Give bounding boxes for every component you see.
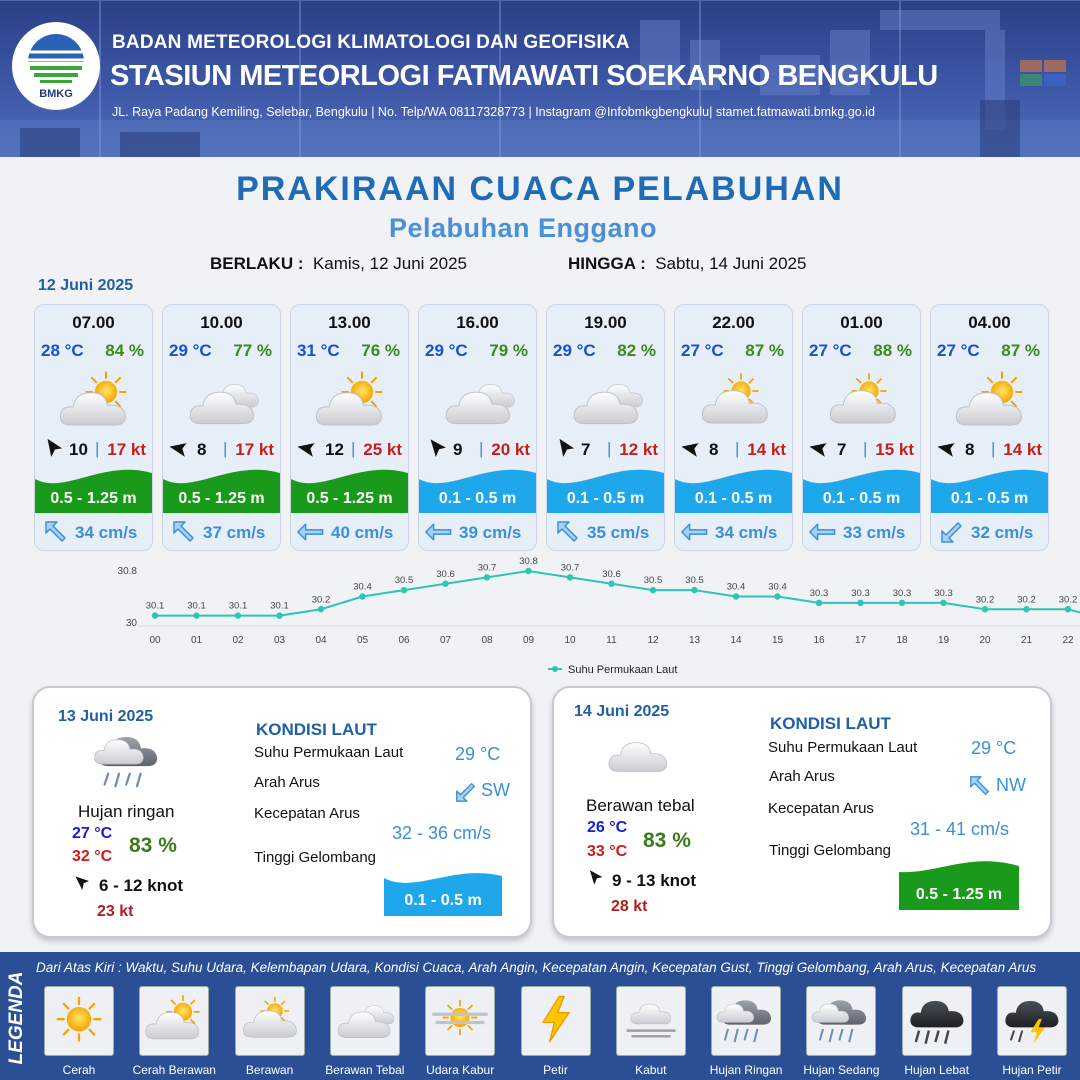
valid-to-label: HINGGA : xyxy=(568,254,646,273)
forecast-humidity: 76 % xyxy=(361,341,400,360)
day2-sea-title: KONDISI LAUT xyxy=(256,720,377,739)
current-direction-icon xyxy=(171,519,197,545)
day2-gust: 23 kt xyxy=(97,903,134,920)
valid-from-value: Kamis, 12 Juni 2025 xyxy=(312,254,467,273)
wave-height: 0.5 - 1.25 m xyxy=(178,490,265,507)
sst-data-label: 30.7 xyxy=(477,562,497,574)
sst-data-label: 30.1 xyxy=(228,600,248,612)
day3-temp-min: 26 °C xyxy=(587,819,628,836)
current-direction-icon xyxy=(555,519,581,545)
x-tick-label: 06 xyxy=(398,635,410,646)
current-direction-icon xyxy=(968,774,992,798)
wave-height: 0.1 - 0.5 m xyxy=(950,490,1029,507)
current-direction-icon xyxy=(678,514,715,551)
x-tick-label: 14 xyxy=(730,635,742,646)
x-tick-label: 07 xyxy=(439,635,452,646)
valid-from xyxy=(210,254,467,274)
forecast-card xyxy=(290,304,409,551)
wind-direction-icon xyxy=(167,435,197,465)
day2-summary xyxy=(32,686,532,938)
forecast-card xyxy=(162,304,281,551)
kabut-icon xyxy=(616,986,686,1056)
legend-item xyxy=(898,986,982,1080)
y-tick-label: 30.8 xyxy=(117,566,137,577)
sst-data-label: 30.7 xyxy=(560,562,580,574)
legend-item xyxy=(707,986,791,1080)
wave-height: 0.1 - 0.5 m xyxy=(694,490,773,507)
hujan-lebat-icon xyxy=(902,986,972,1056)
separator: | xyxy=(991,439,996,458)
valid-to-value: Sabtu, 14 Juni 2025 xyxy=(655,254,807,273)
day3-humidity: 83 % xyxy=(643,829,691,852)
cerah-berawan-icon xyxy=(139,986,209,1056)
gust-speed: 14 kt xyxy=(747,440,786,459)
day3-gust: 28 kt xyxy=(611,898,648,915)
current-speed: 34 cm/s xyxy=(715,523,778,542)
forecast-humidity: 82 % xyxy=(617,341,656,360)
separator: | xyxy=(863,439,868,458)
legend-item-label: Udara Kabur xyxy=(426,1063,495,1077)
sst-point xyxy=(152,612,158,618)
sst-data-label: 30.5 xyxy=(394,575,414,587)
sst-point xyxy=(318,606,324,612)
wind-speed: 9 xyxy=(453,440,463,459)
sst-point xyxy=(442,581,448,587)
x-tick-label: 17 xyxy=(854,635,867,646)
x-tick-label: 15 xyxy=(771,635,784,646)
current-direction-icon xyxy=(422,514,459,551)
x-tick-label: 21 xyxy=(1020,635,1033,646)
legend-item xyxy=(40,986,124,1080)
wave-height: 0.1 - 0.5 m xyxy=(438,490,517,507)
forecast-time: 01.00 xyxy=(840,313,883,332)
day3-temp-max: 33 °C xyxy=(587,843,628,860)
x-tick-label: 20 xyxy=(979,635,991,646)
day3-speed-value: 31 - 41 cm/s xyxy=(910,819,1010,839)
berawan-tebal-icon xyxy=(569,371,645,433)
x-tick-label: 22 xyxy=(1062,635,1074,646)
sst-data-label: 30.3 xyxy=(892,587,912,599)
wave-height: 0.1 - 0.5 m xyxy=(822,490,901,507)
wind-direction-icon xyxy=(553,437,580,464)
sst-point xyxy=(193,612,199,618)
wind-speed: 7 xyxy=(837,440,847,459)
current-speed: 40 cm/s xyxy=(331,523,394,542)
day3-summary xyxy=(552,686,1052,938)
current-speed: 35 cm/s xyxy=(587,523,650,542)
forecast-time: 10.00 xyxy=(200,313,243,332)
current-direction-icon xyxy=(294,514,331,551)
wind-direction-icon xyxy=(935,435,965,465)
current-speed: 37 cm/s xyxy=(203,523,266,542)
sst-point xyxy=(691,587,697,593)
berawan-tebal-icon xyxy=(330,986,400,1056)
forecast-temp: 27 °C xyxy=(937,341,980,360)
logo-text: BMKG xyxy=(39,88,73,100)
forecast-temp: 29 °C xyxy=(169,341,212,360)
forecast-temp: 27 °C xyxy=(809,341,852,360)
forecast-humidity: 79 % xyxy=(489,341,528,360)
day2-wind: 6 - 12 knot xyxy=(99,876,184,895)
x-tick-label: 11 xyxy=(606,635,617,646)
forecast-card xyxy=(418,304,537,551)
gust-speed: 25 kt xyxy=(363,440,402,459)
sst-data-label: 30.2 xyxy=(1058,594,1078,606)
wind-direction-icon xyxy=(679,435,709,465)
sst-data-label: 30.5 xyxy=(685,575,704,587)
bmkg-logo xyxy=(12,22,100,110)
berawan-icon xyxy=(697,371,773,433)
gust-speed: 12 kt xyxy=(619,440,658,459)
day2-speed-label: Kecepatan Arus xyxy=(254,805,360,822)
separator: | xyxy=(95,439,100,458)
gust-speed: 17 kt xyxy=(107,440,146,459)
day3-wave-value: 0.5 - 1.25 m xyxy=(915,886,1003,903)
legend-item-label: Cerah Berawan xyxy=(132,1063,216,1077)
wind-direction-icon xyxy=(41,437,68,464)
forecast-humidity: 87 % xyxy=(745,341,784,360)
sst-data-label: 30.4 xyxy=(768,581,787,593)
sst-point xyxy=(1065,606,1071,612)
gust-speed: 20 kt xyxy=(491,440,530,459)
berawan-tebal-icon xyxy=(185,371,261,433)
day2-speed-value: 32 - 36 cm/s xyxy=(392,823,492,843)
cerah-berawan-icon xyxy=(953,371,1029,433)
hujan-ringan-icon xyxy=(92,730,164,794)
sst-point xyxy=(525,568,531,574)
udara-kabur-icon xyxy=(425,986,495,1056)
legend-item-label: Berawan Tebal xyxy=(325,1063,405,1077)
legend-item-label: Hujan Ringan xyxy=(709,1063,783,1077)
berawan-icon xyxy=(825,371,901,433)
gust-speed: 17 kt xyxy=(235,440,274,459)
legend-item xyxy=(132,986,219,1080)
gust-speed: 15 kt xyxy=(875,440,914,459)
wave-height: 0.5 - 1.25 m xyxy=(306,490,393,507)
x-tick-label: 05 xyxy=(356,635,369,646)
legend-item-label: Cerah xyxy=(62,1063,96,1077)
x-tick-label: 18 xyxy=(896,635,908,646)
hujan-ringan-icon xyxy=(711,986,781,1056)
current-direction-icon xyxy=(939,519,965,545)
wind-direction-icon xyxy=(74,875,92,893)
separator: | xyxy=(479,439,484,458)
wind-speed: 8 xyxy=(709,440,719,459)
forecast-card xyxy=(802,304,921,551)
sst-data-label: 30.3 xyxy=(934,587,953,599)
x-tick-label: 19 xyxy=(937,635,950,646)
wave-height: 0.1 - 0.5 m xyxy=(566,490,645,507)
sst-point xyxy=(359,593,365,599)
legend-item xyxy=(326,986,410,1080)
forecast-time: 19.00 xyxy=(584,313,627,332)
wind-direction-icon xyxy=(295,435,325,465)
forecast-temp: 27 °C xyxy=(681,341,724,360)
forecast-time: 13.00 xyxy=(328,313,371,332)
hujan-sedang-icon xyxy=(806,986,876,1056)
sst-data-label: 30.5 xyxy=(643,575,663,587)
forecast-time: 04.00 xyxy=(968,313,1011,332)
forecast-humidity: 88 % xyxy=(873,341,912,360)
x-tick-label: 03 xyxy=(273,635,286,646)
day3-wind: 9 - 13 knot xyxy=(612,871,697,890)
day2-dir-value: SW xyxy=(481,780,510,800)
header-banner xyxy=(0,0,1080,157)
forecast-humidity: 87 % xyxy=(1001,341,1040,360)
legend-item xyxy=(993,986,1077,1080)
berawan-tebal-icon xyxy=(606,730,670,780)
sst-data-label: 30.2 xyxy=(1017,594,1036,606)
current-direction-icon xyxy=(454,780,478,804)
legend-item xyxy=(612,986,696,1080)
day2-humidity: 83 % xyxy=(129,834,177,857)
day2-sst-value: 29 °C xyxy=(455,744,501,764)
sst-data-label: 30.3 xyxy=(851,587,870,599)
sst-point xyxy=(1023,606,1029,612)
sst-point xyxy=(857,600,863,606)
legend-item xyxy=(231,986,315,1080)
sst-chart xyxy=(110,556,1080,681)
day2-temp-max: 32 °C xyxy=(72,848,113,865)
current-speed: 33 cm/s xyxy=(843,523,906,542)
legend-item-label: Hujan Lebat xyxy=(904,1063,970,1077)
sst-data-label: 30.2 xyxy=(975,594,995,606)
cerah-berawan-icon xyxy=(313,371,389,433)
wind-direction-icon xyxy=(586,869,607,890)
legend-item xyxy=(517,986,601,1080)
berawan-icon xyxy=(235,986,305,1056)
sst-data-label: 30.3 xyxy=(809,587,829,599)
sst-point xyxy=(733,593,739,599)
forecast-card xyxy=(546,304,665,551)
legend-item-label: Petir xyxy=(543,1063,568,1077)
day2-wave-label: Tinggi Gelombang xyxy=(254,849,377,866)
sst-data-label: 30.1 xyxy=(270,600,289,612)
sst-point xyxy=(401,587,407,593)
y-tick-label: 30 xyxy=(125,618,137,629)
legend-item-label: Hujan Petir xyxy=(1002,1063,1062,1077)
sst-data-label: 30.4 xyxy=(353,581,372,593)
sst-point xyxy=(982,606,988,612)
hujan-petir-icon xyxy=(997,986,1067,1056)
legend-marker xyxy=(552,666,558,672)
sst-point xyxy=(899,600,905,606)
legend-title-text: LEGENDA xyxy=(6,971,28,1065)
day2-temp-min: 27 °C xyxy=(72,825,113,842)
page-subtitle: Pelabuhan Enggano xyxy=(388,213,658,243)
wind-speed: 12 xyxy=(325,440,344,459)
sst-data-label: 30.6 xyxy=(436,568,455,580)
station-name: STASIUN METEORLOGI FATMAWATI SOEKARNO BENGKULU xyxy=(110,60,938,92)
wind-direction-icon xyxy=(807,435,837,465)
day3-dir-label: Arah Arus xyxy=(769,768,835,785)
sst-point xyxy=(774,593,780,599)
x-tick-label: 13 xyxy=(688,635,701,646)
current-direction-icon xyxy=(806,514,843,551)
sst-data-label: 30.2 xyxy=(311,594,331,606)
page-title: PRAKIRAAN CUACA PELABUHAN xyxy=(236,170,844,208)
day3-condition: Berawan tebal xyxy=(586,796,695,815)
forecast-temp: 28 °C xyxy=(41,341,84,360)
forecast-humidity: 77 % xyxy=(233,341,272,360)
wind-speed: 8 xyxy=(965,440,975,459)
x-tick-label: 16 xyxy=(813,635,825,646)
sst-point xyxy=(276,612,282,618)
day3-sst-label: Suhu Permukaan Laut xyxy=(768,739,918,756)
forecast-time: 22.00 xyxy=(712,313,755,332)
sst-point xyxy=(235,612,241,618)
day2-condition: Hujan ringan xyxy=(78,802,175,821)
sst-point xyxy=(816,600,822,606)
sst-point xyxy=(940,600,946,606)
forecast-time: 16.00 xyxy=(456,313,499,332)
sst-point xyxy=(608,581,614,587)
day3-sst-value: 29 °C xyxy=(971,738,1017,758)
forecast-date: 12 Juni 2025 xyxy=(38,277,134,294)
wind-speed: 7 xyxy=(581,440,591,459)
legend-item xyxy=(421,986,505,1080)
forecast-temp: 31 °C xyxy=(297,341,340,360)
legend-item xyxy=(802,986,886,1080)
forecast-card xyxy=(674,304,793,551)
organization-name: BADAN METEOROLOGI KLIMATOLOGI DAN GEOFISIKA xyxy=(112,32,630,53)
day2-dir-label: Arah Arus xyxy=(254,774,320,791)
cerah-icon xyxy=(44,986,114,1056)
day2-sst-label: Suhu Permukaan Laut xyxy=(254,744,404,761)
separator: | xyxy=(607,439,612,458)
sst-data-label: 30.4 xyxy=(726,581,746,593)
legend-series-name: Suhu Permukaan Laut xyxy=(568,664,678,676)
petir-icon xyxy=(521,986,591,1056)
separator: | xyxy=(223,439,228,458)
day3-sea-title: KONDISI LAUT xyxy=(770,714,891,733)
wind-speed: 8 xyxy=(197,440,207,459)
x-tick-label: 00 xyxy=(149,635,161,646)
sst-data-label: 30.6 xyxy=(602,568,621,580)
x-tick-label: 12 xyxy=(647,635,659,646)
sst-point xyxy=(484,574,490,580)
cerah-berawan-icon xyxy=(57,371,133,433)
x-tick-label: 02 xyxy=(232,635,244,646)
day2-date: 13 Juni 2025 xyxy=(58,708,154,725)
sst-point xyxy=(567,574,573,580)
berawan-tebal-icon xyxy=(441,371,517,433)
valid-from-label: BERLAKU : xyxy=(210,254,304,273)
forecast-temp: 29 °C xyxy=(425,341,468,360)
legend-item-label: Berawan xyxy=(245,1063,294,1077)
legend-item-label: Hujan Sedang xyxy=(803,1063,880,1077)
legend-item-label: Kabut xyxy=(635,1063,667,1077)
x-tick-label: 04 xyxy=(315,635,327,646)
x-tick-label: 10 xyxy=(564,635,576,646)
separator: | xyxy=(351,439,356,458)
station-address: JL. Raya Padang Kemiling, Selebar, Bengkulu | No. Telp/WA 08117328773 | Instagram @Infobmkgbengkulu| stamet.fatmawati.bmkg.go.id xyxy=(112,105,875,119)
forecast-card xyxy=(34,304,153,551)
day3-speed-label: Kecepatan Arus xyxy=(768,800,874,817)
forecast-temp: 29 °C xyxy=(553,341,596,360)
valid-to xyxy=(568,254,806,274)
x-tick-label: 01 xyxy=(190,635,203,646)
x-tick-label: 09 xyxy=(522,635,535,646)
wind-speed: 10 xyxy=(69,440,88,459)
legend-title xyxy=(4,960,30,1076)
current-direction-icon xyxy=(43,519,69,545)
forecast-card xyxy=(930,304,1049,551)
day2-wave-value: 0.1 - 0.5 m xyxy=(404,892,482,909)
legend-description: Dari Atas Kiri : Waktu, Suhu Udara, Kelembapan Udara, Kondisi Cuaca, Arah Angin, Kecepatan Angin, Kecepatan Gust, Tinggi Gelombang, Arah Arus, Kecepatan Arus xyxy=(36,960,1037,975)
separator: | xyxy=(735,439,740,458)
wind-direction-icon xyxy=(425,437,450,462)
gust-speed: 14 kt xyxy=(1003,440,1042,459)
x-tick-label: 08 xyxy=(481,635,493,646)
day3-wave-label: Tinggi Gelombang xyxy=(769,842,892,859)
day3-dir-value: NW xyxy=(996,775,1026,795)
current-speed: 34 cm/s xyxy=(75,523,138,542)
sst-data-label: 30.1 xyxy=(187,600,206,612)
current-speed: 39 cm/s xyxy=(459,523,522,542)
forecast-humidity: 84 % xyxy=(105,341,144,360)
day3-date: 14 Juni 2025 xyxy=(574,703,670,720)
forecast-time: 07.00 xyxy=(72,313,115,332)
sst-data-label: 30.8 xyxy=(519,556,538,567)
current-speed: 32 cm/s xyxy=(971,523,1034,542)
sst-point xyxy=(650,587,656,593)
wave-height: 0.5 - 1.25 m xyxy=(50,490,137,507)
sst-data-label: 30.1 xyxy=(145,600,165,612)
